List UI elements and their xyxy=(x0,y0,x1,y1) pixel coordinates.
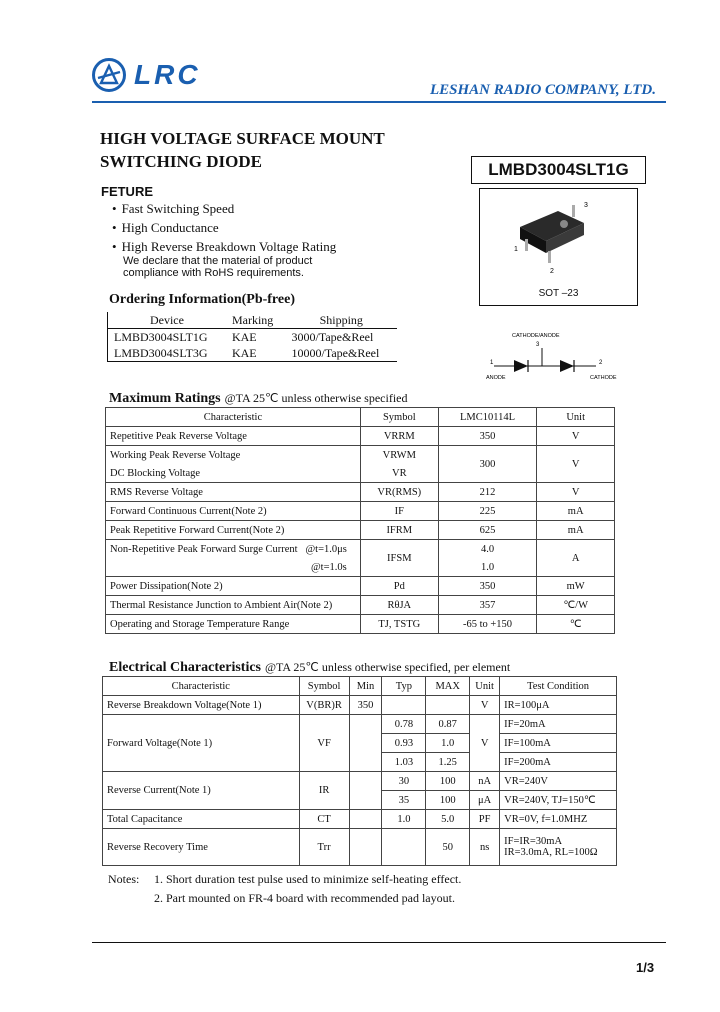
cell: @t=1.0s xyxy=(106,558,361,577)
notes xyxy=(108,870,461,908)
cell: VR=240V xyxy=(500,772,617,791)
col-device: Device xyxy=(108,312,226,329)
cell: V(BR)R xyxy=(299,696,349,715)
cell: 1.25 xyxy=(426,753,470,772)
cell xyxy=(382,696,426,715)
table-row xyxy=(103,829,617,866)
cell: RθJA xyxy=(360,596,438,615)
cell: 300 xyxy=(438,446,537,483)
cell: V xyxy=(537,446,615,483)
cell: mW xyxy=(537,577,615,596)
cell: mA xyxy=(537,521,615,540)
diode-pin-3: 3 xyxy=(536,342,540,348)
feature-item: • High Conductance xyxy=(112,218,336,237)
cell: 100 xyxy=(426,791,470,810)
cell: IF=20mA xyxy=(500,715,617,734)
cell: 350 xyxy=(438,577,537,596)
col-header: Min xyxy=(349,677,382,696)
cell: nA xyxy=(470,772,500,791)
cell: IF=200mA xyxy=(500,753,617,772)
cell: ns xyxy=(470,829,500,866)
cell: V xyxy=(537,427,615,446)
cell: 50 xyxy=(426,829,470,866)
note-1: 1. Short duration test pulse used to minimize self-heating effect. xyxy=(154,872,462,886)
col-header: Symbol xyxy=(299,677,349,696)
diode-schematic-icon xyxy=(484,330,634,382)
cell: 212 xyxy=(438,483,537,502)
table-row xyxy=(106,446,615,465)
table-row xyxy=(103,772,617,791)
cell: 10000/Tape&Reel xyxy=(286,345,397,362)
feature-item: • High Reverse Breakdown Voltage Rating xyxy=(112,237,336,256)
cell: μA xyxy=(470,791,500,810)
table-row xyxy=(106,540,615,559)
cell: PF xyxy=(470,810,500,829)
cell: 350 xyxy=(438,427,537,446)
feature-list xyxy=(112,199,336,256)
cell: LMBD3004SLT3G xyxy=(108,345,226,362)
pkg-pin-2: 2 xyxy=(550,268,554,275)
cell: VR(RMS) xyxy=(360,483,438,502)
cell: 30 xyxy=(382,772,426,791)
cell: ℃ xyxy=(537,615,615,634)
recovery-cond-1: IF=IR=30mA xyxy=(504,836,563,847)
cell xyxy=(106,540,361,559)
electrical-subtitle: @TA 25℃ unless otherwise specified, per element xyxy=(265,660,511,674)
cell: Trr xyxy=(299,829,349,866)
cell: V xyxy=(537,483,615,502)
col-header: Unit xyxy=(537,408,615,427)
cell: 357 xyxy=(438,596,537,615)
diode-top-label: CATHODE/ANODE xyxy=(512,333,560,339)
cell: LMBD3004SLT1G xyxy=(114,329,208,344)
footer-divider xyxy=(92,942,666,943)
cell: Pd xyxy=(360,577,438,596)
table-row xyxy=(108,329,398,346)
cell: 0.93 xyxy=(382,734,426,753)
pkg-pin-3: 3 xyxy=(584,202,588,209)
cell: CT xyxy=(299,810,349,829)
cell: 1.03 xyxy=(382,753,426,772)
cell: 350 xyxy=(349,696,382,715)
cell xyxy=(349,829,382,866)
electrical-heading xyxy=(109,658,510,676)
cell xyxy=(426,696,470,715)
part-number-box: LMBD3004SLT1G xyxy=(471,156,646,184)
rohs-statement xyxy=(123,255,312,279)
cell: IR xyxy=(299,772,349,810)
ordering-table xyxy=(107,312,397,362)
lrc-logo-icon xyxy=(92,58,126,92)
cell xyxy=(349,772,382,810)
table-row xyxy=(106,596,615,615)
table-row xyxy=(103,715,617,734)
cell: VRWM xyxy=(360,446,438,465)
cell: IR=100μA xyxy=(500,696,617,715)
col-header: Unit xyxy=(470,677,500,696)
cell: Total Capacitance xyxy=(103,810,300,829)
table-row xyxy=(103,677,617,696)
table-row xyxy=(103,810,617,829)
logo-text: LRC xyxy=(134,59,201,90)
cell: VF xyxy=(299,715,349,772)
table-row xyxy=(106,521,615,540)
diode-pin-2: 2 xyxy=(599,360,603,366)
max-ratings-title: Maximum Ratings xyxy=(109,391,221,406)
cell: IF=100mA xyxy=(500,734,617,753)
max-ratings-table xyxy=(105,407,615,634)
table-row xyxy=(103,696,617,715)
note-2: 2. Part mounted on FR-4 board with recommended pad layout. xyxy=(154,891,455,905)
col-marking: Marking xyxy=(226,312,286,329)
col-header: MAX xyxy=(426,677,470,696)
title-line-1: HIGH VOLTAGE SURFACE MOUNT xyxy=(100,129,385,148)
diode-cathode-label: CATHODE xyxy=(590,375,617,381)
cell: 4.0 xyxy=(438,540,537,559)
cell: A xyxy=(537,540,615,577)
rohs-line-2: compliance with RoHS requirements. xyxy=(123,267,304,279)
ordering-heading: Ordering Information(Pb-free) xyxy=(109,292,295,307)
cell: RMS Reverse Voltage xyxy=(106,483,361,502)
recovery-cond-2: IR=3.0mA, RL=100Ω xyxy=(504,847,598,858)
cell: 35 xyxy=(382,791,426,810)
cell: 1.0 xyxy=(438,558,537,577)
col-header: Symbol xyxy=(360,408,438,427)
cell xyxy=(349,810,382,829)
cell: V xyxy=(470,696,500,715)
cell: 0.87 xyxy=(426,715,470,734)
cell: 5.0 xyxy=(426,810,470,829)
cell: VR xyxy=(360,464,438,483)
col-header: Characteristic xyxy=(106,408,361,427)
cell: VRRM xyxy=(360,427,438,446)
table-row xyxy=(106,502,615,521)
table-row xyxy=(108,312,398,329)
cell: -65 to +150 xyxy=(438,615,537,634)
document-title xyxy=(100,127,385,173)
table-row xyxy=(106,483,615,502)
max-ratings-subtitle: @TA 25℃ unless otherwise specified xyxy=(224,391,408,405)
cell: Power Dissipation(Note 2) xyxy=(106,577,361,596)
diode-anode-label: ANODE xyxy=(486,375,506,381)
col-header: Test Condition xyxy=(500,677,617,696)
cell: 625 xyxy=(438,521,537,540)
cell: TJ, TSTG xyxy=(360,615,438,634)
cell: IFSM xyxy=(360,540,438,577)
col-header: LMC10114L xyxy=(438,408,537,427)
package-label: SOT –23 xyxy=(538,288,579,299)
lrc-logo xyxy=(92,58,201,92)
col-header: Characteristic xyxy=(103,677,300,696)
cell: 100 xyxy=(426,772,470,791)
cell: DC Blocking Voltage xyxy=(106,464,361,483)
cell: Reverse Recovery Time xyxy=(103,829,300,866)
cell: Forward Voltage(Note 1) xyxy=(103,715,300,772)
notes-label: Notes: xyxy=(108,872,140,886)
cell: IFRM xyxy=(360,521,438,540)
surge-cond-1: @t=1.0μs xyxy=(305,543,347,555)
table-row xyxy=(106,427,615,446)
table-row xyxy=(106,408,615,427)
rohs-line-1: We declare that the material of product xyxy=(123,255,313,267)
cell: 0.78 xyxy=(382,715,426,734)
col-shipping: Shipping xyxy=(286,312,397,329)
feature-heading: FETURE xyxy=(101,184,153,199)
table-row xyxy=(106,615,615,634)
cell: Forward Continuous Current(Note 2) xyxy=(106,502,361,521)
cell: Reverse Current(Note 1) xyxy=(103,772,300,810)
cell: Reverse Breakdown Voltage(Note 1) xyxy=(103,696,300,715)
cell: ℃/W xyxy=(537,596,615,615)
header-divider xyxy=(92,101,666,103)
table-row xyxy=(106,577,615,596)
company-name: LESHAN RADIO COMPANY, LTD. xyxy=(430,82,657,98)
cell: mA xyxy=(537,502,615,521)
cell: Working Peak Reverse Voltage xyxy=(106,446,361,465)
cell: VR=0V, f=1.0MHZ xyxy=(500,810,617,829)
surge-label: Non-Repetitive Peak Forward Surge Current xyxy=(110,543,298,555)
diode-pin-1: 1 xyxy=(490,360,494,366)
cell: Operating and Storage Temperature Range xyxy=(106,615,361,634)
max-ratings-heading xyxy=(109,389,408,407)
cell: Thermal Resistance Junction to Ambient Air(Note 2) xyxy=(106,596,361,615)
col-header: Typ xyxy=(382,677,426,696)
cell: 225 xyxy=(438,502,537,521)
feature-item: • Fast Switching Speed xyxy=(112,199,336,218)
cell: Repetitive Peak Reverse Voltage xyxy=(106,427,361,446)
pkg-pin-1: 1 xyxy=(514,246,518,253)
page-number: 1/3 xyxy=(636,960,655,975)
cell: 1.0 xyxy=(426,734,470,753)
cell: KAE xyxy=(226,345,286,362)
cell: VR=240V, TJ=150℃ xyxy=(500,791,617,810)
cell xyxy=(382,829,426,866)
cell: V xyxy=(470,715,500,772)
electrical-title: Electrical Characteristics xyxy=(109,660,261,675)
cell xyxy=(349,715,382,772)
electrical-table xyxy=(102,676,617,866)
cell: 1.0 xyxy=(382,810,426,829)
table-row xyxy=(108,345,398,362)
cell: 3000/Tape&Reel xyxy=(291,329,374,344)
cell xyxy=(500,829,617,866)
cell: KAE xyxy=(231,329,257,344)
cell: IF xyxy=(360,502,438,521)
cell: Peak Repetitive Forward Current(Note 2) xyxy=(106,521,361,540)
title-line-2: SWITCHING DIODE xyxy=(100,152,263,171)
